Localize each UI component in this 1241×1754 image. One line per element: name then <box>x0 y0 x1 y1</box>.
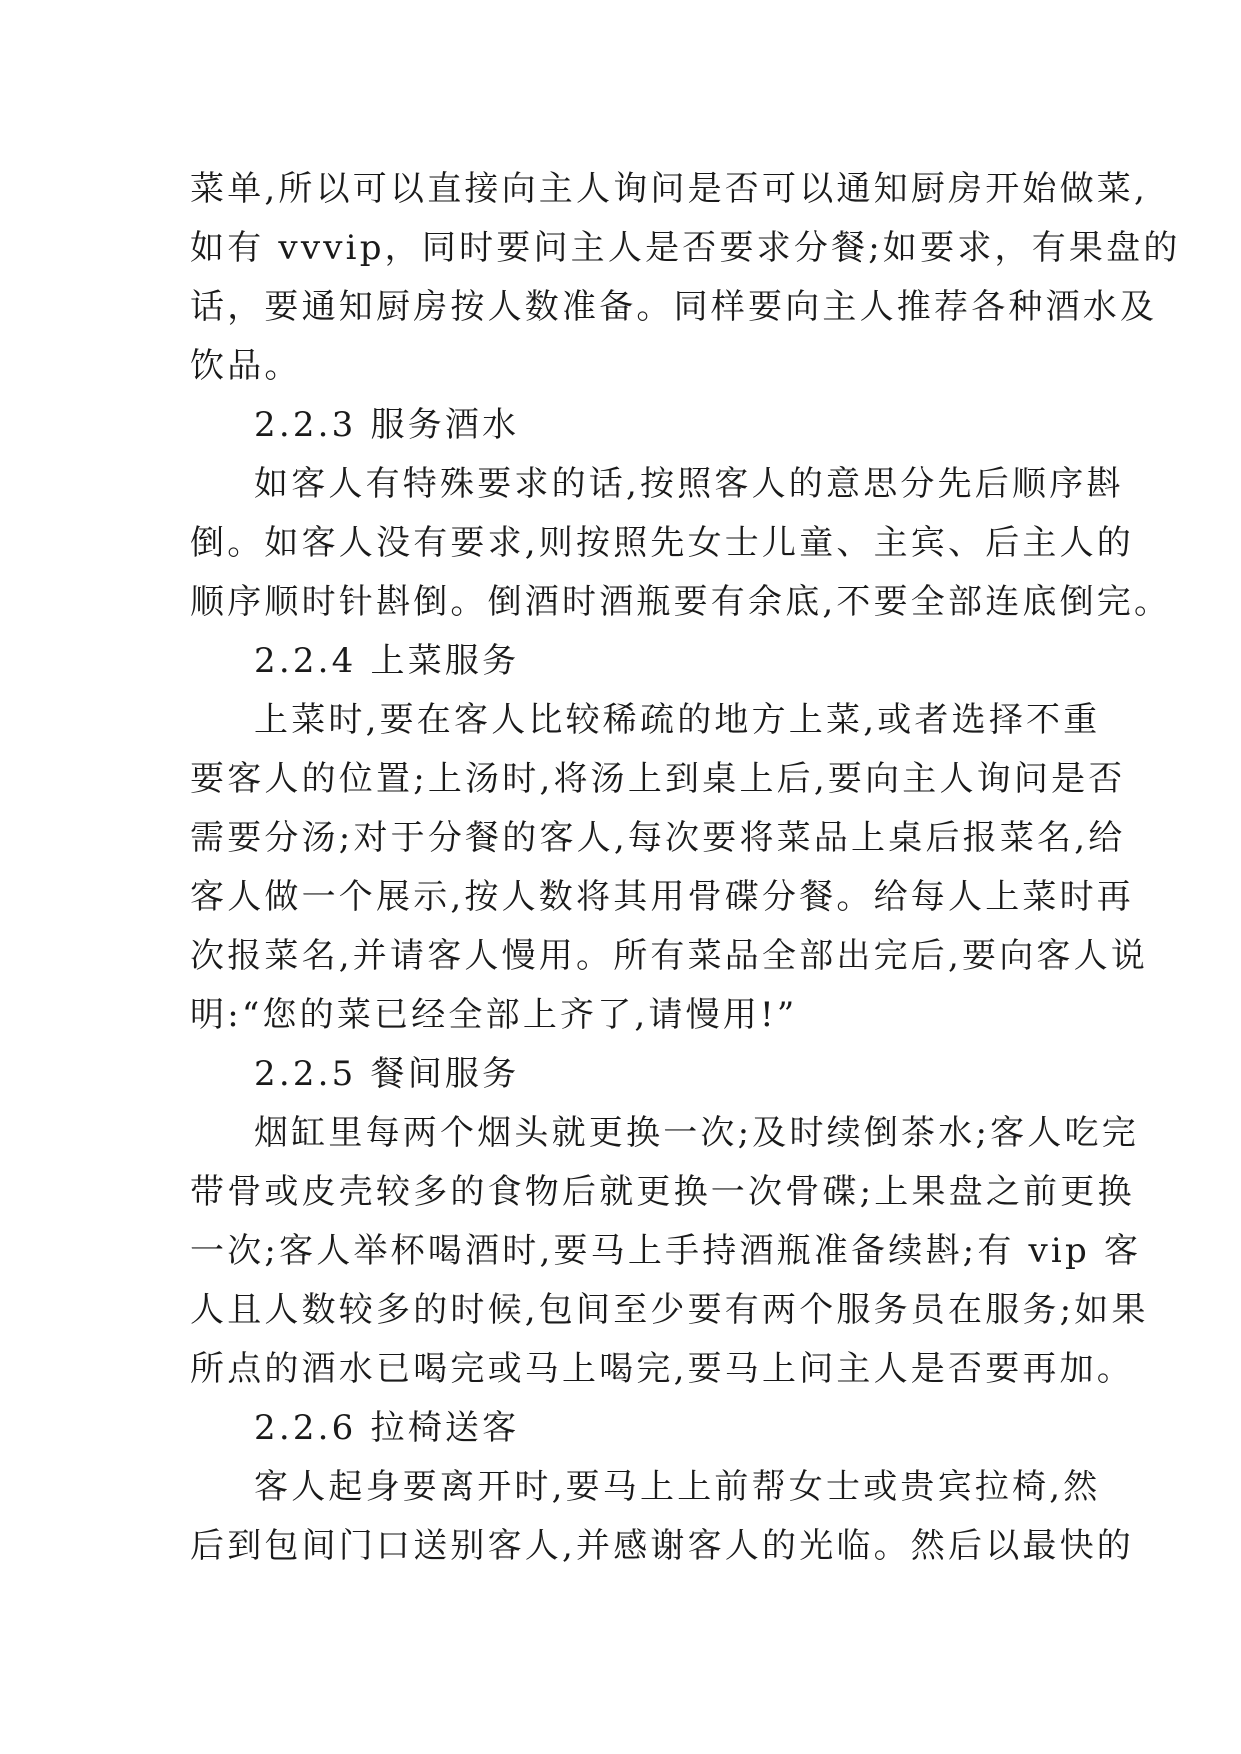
body-text-line: 后到包间门口送别客人,并感谢客人的光临。然后以最快的 <box>190 1526 1135 1566</box>
paragraph-first-line: 如客人有特殊要求的话,按照客人的意思分先后顺序斟 <box>254 464 1124 504</box>
body-text-line: 所点的酒水已喝完或马上喝完,要马上问主人是否要再加。 <box>190 1349 1135 1389</box>
body-text-line: 次报菜名,并请客人慢用。所有菜品全部出完后,要向客人说 <box>190 936 1149 976</box>
body-text-line: 如有 vvvip，同时要问主人是否要求分餐;如要求，有果盘的 <box>190 228 1181 268</box>
body-text-line: 话，要通知厨房按人数准备。同样要向主人推荐各种酒水及 <box>190 287 1158 327</box>
section-heading: 2.2.4 上菜服务 <box>254 641 520 681</box>
body-text-line: 顺序顺时针斟倒。倒酒时酒瓶要有余底,不要全部连底倒完。 <box>190 582 1172 622</box>
body-text-line: 客人做一个展示,按人数将其用骨碟分餐。给每人上菜时再 <box>190 877 1135 917</box>
section-heading: 2.2.5 餐间服务 <box>254 1054 520 1094</box>
section-heading: 2.2.6 拉椅送客 <box>254 1408 520 1448</box>
body-text-line: 一次;客人举杯喝酒时,要马上手持酒瓶准备续斟;有 vip 客 <box>190 1231 1142 1271</box>
body-text-line: 菜单,所以可以直接向主人询问是否可以通知厨房开始做菜, <box>190 169 1149 209</box>
body-text-line: 要客人的位置;上汤时,将汤上到桌上后,要向主人询问是否 <box>190 759 1126 799</box>
paragraph-first-line: 客人起身要离开时,要马上上前帮女士或贵宾拉椅,然 <box>254 1467 1101 1507</box>
body-text-line: 明:“您的菜已经全部上齐了,请慢用!” <box>190 995 798 1035</box>
body-text-line: 人且人数较多的时候,包间至少要有两个服务员在服务;如果 <box>190 1290 1149 1330</box>
body-text-line: 带骨或皮壳较多的食物后就更换一次骨碟;上果盘之前更换 <box>190 1172 1135 1212</box>
paragraph-first-line: 烟缸里每两个烟头就更换一次;及时续倒茶水;客人吃完 <box>254 1113 1139 1153</box>
section-heading: 2.2.3 服务酒水 <box>254 405 520 445</box>
body-text-line: 倒。如客人没有要求,则按照先女士儿童、主宾、后主人的 <box>190 523 1135 563</box>
paragraph-first-line: 上菜时,要在客人比较稀疏的地方上菜,或者选择不重 <box>254 700 1101 740</box>
body-text-line: 饮品。 <box>190 346 302 386</box>
document-page <box>190 160 1181 1576</box>
body-text-line: 需要分汤;对于分餐的客人,每次要将菜品上桌后报菜名,给 <box>190 818 1126 858</box>
